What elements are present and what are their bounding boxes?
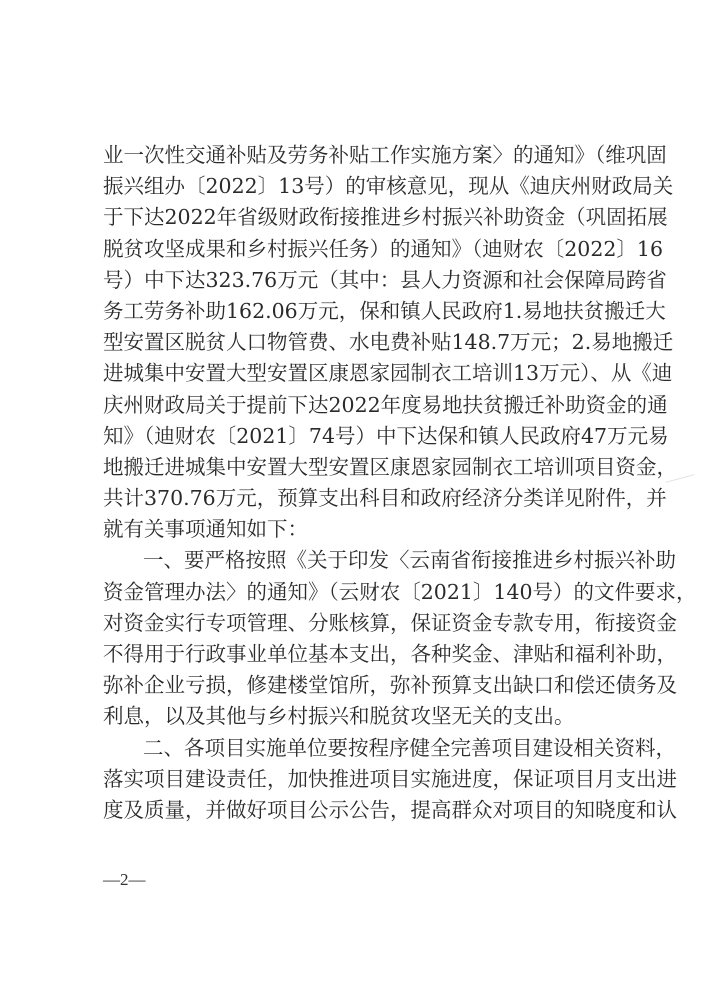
text-line: 知》（迪财农〔2021〕74号）中下达保和镇人民政府47万元易 — [103, 423, 669, 448]
text-line: 型安置区脱贫人口物管费、水电费补贴148.7万元；2.易地搬迁 — [103, 330, 674, 355]
text-line: 弥补企业亏损，修建楼堂馆所，弥补预算支出缺口和偿还债务及 — [103, 673, 677, 698]
text-line: 进城集中安置大型安置区康恩家园制衣工培训13万元）、从《迪 — [103, 361, 673, 386]
text-line: 振兴组办〔2022〕13号）的审核意见，现从《迪庆州财政局关 — [103, 174, 674, 199]
text-line: 于下达2022年省级财政衔接推进乡村振兴补助资金（巩固拓展 — [103, 205, 668, 230]
text-line: 不得用于行政事业单位基本支出，各种奖金、津贴和福利补助， — [103, 642, 677, 666]
page-number: —2— — [103, 870, 146, 889]
paragraph-heading-1: 一、要严格按照《关于印发〈云南省衔接推进乡村振兴补助 — [143, 548, 676, 573]
text-line: 就有关事项通知如下： — [103, 517, 308, 542]
text-line: 度及质量，并做好项目公示公告，提高群众对项目的知晓度和认 — [103, 797, 677, 822]
text-line: 号）中下达323.76万元（其中：县人力资源和社会保障局跨省 — [103, 267, 667, 292]
text-line: 共计370.76万元，预算支出科目和政府经济分类详见附件，并 — [103, 486, 667, 511]
body-text — [103, 140, 697, 826]
text-line: 利息，以及其他与乡村振兴和脱贫攻坚无关的支出。 — [103, 704, 575, 729]
text-line: 地搬迁进城集中安置大型安置区康恩家园制衣工培训项目资金， — [103, 454, 677, 479]
text-line: 务工劳务补助162.06万元，保和镇人民政府1.易地扶贫搬迁大 — [103, 298, 666, 323]
text-line: 业一次性交通补贴及劳务补贴工作实施方案〉的通知》（维巩固 — [103, 143, 667, 167]
text-line: 脱贫攻坚成果和乡村振兴任务）的通知》（迪财农〔2022〕16 — [103, 236, 664, 261]
paragraph-heading-2: 二、各项目实施单位要按程序健全完善项目建设相关资料， — [143, 735, 676, 760]
text-line: 落实项目建设责任，加快推进项目实施进度，保证项目月支出进 — [103, 766, 677, 791]
text-line: 庆州财政局关于提前下达2022年度易地扶贫搬迁补助资金的通 — [103, 392, 668, 417]
text-line: 资金管理办法〉的通知》（云财农〔2021〕140号）的文件要求， — [103, 579, 697, 604]
text-line: 对资金实行专项管理、分账核算，保证资金专款专用，衔接资金 — [103, 610, 677, 635]
